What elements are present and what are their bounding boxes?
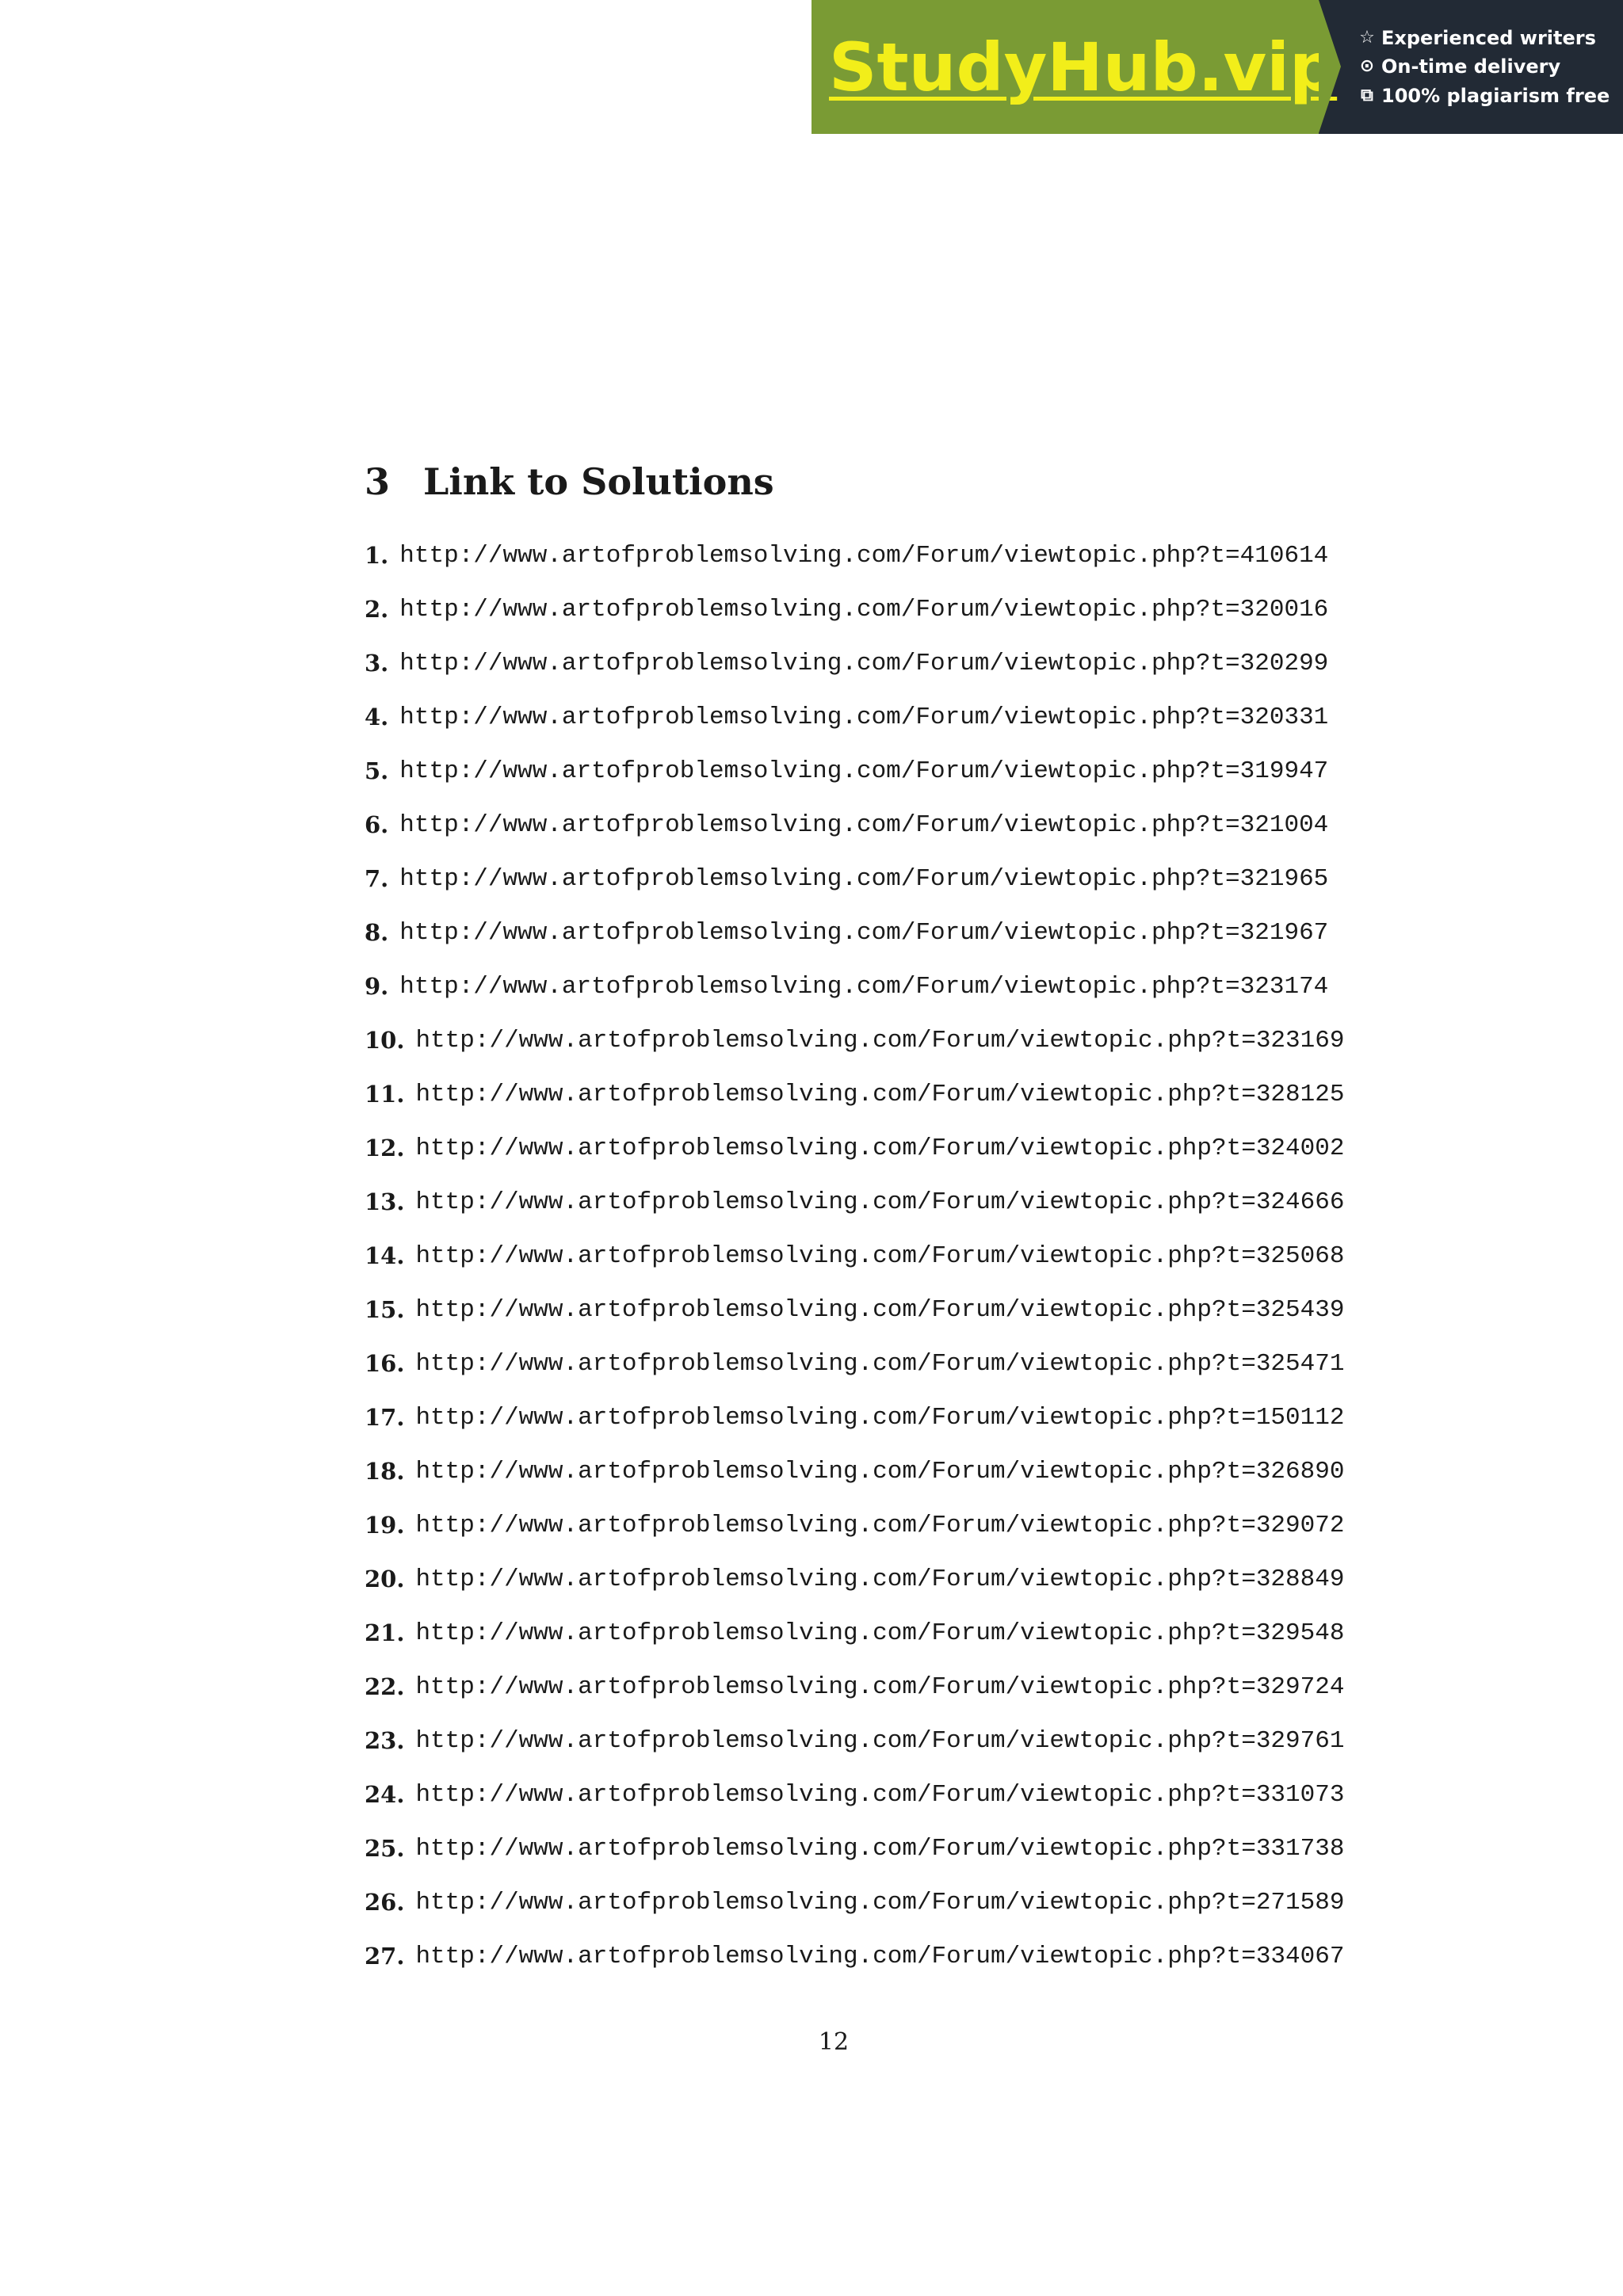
solution-link[interactable]: http://www.artofproblemsolving.com/Forum/viewtopic.php?t=410614 [399, 541, 1329, 570]
solution-link[interactable]: http://www.artofproblemsolving.com/Forum/viewtopic.php?t=328125 [415, 1080, 1345, 1108]
solution-link[interactable]: http://www.artofproblemsolving.com/Forum/viewtopic.php?t=150112 [415, 1403, 1345, 1432]
feature-text: On-time delivery [1381, 55, 1561, 78]
section-number: 3 [365, 460, 391, 503]
solution-link[interactable]: http://www.artofproblemsolving.com/Forum/viewtopic.php?t=324666 [415, 1188, 1345, 1216]
feature-plagiarism-free [1358, 86, 1623, 106]
section-title: Link to Solutions [423, 460, 774, 503]
list-item [365, 1768, 1345, 1821]
feature-text: Experienced writers [1381, 26, 1596, 49]
item-number: 20. [365, 1566, 405, 1592]
item-number: 26. [365, 1889, 405, 1916]
item-number: 5. [365, 757, 389, 784]
list-item [365, 1552, 1345, 1606]
item-number: 8. [365, 919, 389, 946]
list-item [365, 1444, 1345, 1498]
list-item [365, 528, 1329, 582]
document-body [365, 460, 1345, 1983]
list-item [365, 1283, 1345, 1337]
item-number: 13. [365, 1188, 405, 1215]
brand-panel[interactable] [812, 0, 1338, 134]
clock-icon: ⊙ [1359, 56, 1375, 77]
list-item [365, 1660, 1345, 1714]
list-item [365, 798, 1329, 852]
item-number: 6. [365, 811, 389, 838]
list-item [365, 1821, 1345, 1875]
solution-link[interactable]: http://www.artofproblemsolving.com/Forum/viewtopic.php?t=329072 [415, 1511, 1345, 1539]
list-item [365, 636, 1329, 690]
solution-link[interactable]: http://www.artofproblemsolving.com/Forum/viewtopic.php?t=321967 [399, 918, 1329, 947]
item-number: 24. [365, 1781, 405, 1808]
list-item [365, 1121, 1345, 1175]
item-number: 10. [365, 1027, 405, 1054]
solution-link[interactable]: http://www.artofproblemsolving.com/Forum/viewtopic.php?t=328849 [415, 1565, 1345, 1593]
item-number: 25. [365, 1835, 405, 1862]
item-number: 23. [365, 1727, 405, 1754]
brand-logo[interactable]: StudyHub.vip [829, 28, 1338, 106]
item-number: 2. [365, 596, 389, 623]
feature-text: 100% plagiarism free [1381, 84, 1610, 107]
item-number: 18. [365, 1458, 405, 1485]
solution-link[interactable]: http://www.artofproblemsolving.com/Forum/viewtopic.php?t=329761 [415, 1726, 1345, 1755]
list-item [365, 690, 1329, 744]
page-number: 12 [818, 2028, 850, 2056]
section-heading [365, 460, 1316, 503]
solution-link[interactable]: http://www.artofproblemsolving.com/Forum/viewtopic.php?t=331073 [415, 1780, 1345, 1809]
solution-link[interactable]: http://www.artofproblemsolving.com/Forum/viewtopic.php?t=320299 [399, 649, 1329, 677]
solution-link[interactable]: http://www.artofproblemsolving.com/Forum/viewtopic.php?t=325471 [415, 1349, 1345, 1378]
item-number: 7. [365, 865, 389, 892]
feature-experienced-writers [1358, 28, 1623, 48]
solution-link[interactable]: http://www.artofproblemsolving.com/Forum/viewtopic.php?t=271589 [415, 1888, 1345, 1917]
item-number: 15. [365, 1296, 405, 1323]
list-item [365, 1175, 1345, 1229]
solution-link[interactable]: http://www.artofproblemsolving.com/Forum/viewtopic.php?t=321004 [399, 810, 1329, 839]
item-number: 27. [365, 1943, 405, 1970]
item-number: 11. [365, 1081, 405, 1108]
list-item [365, 1606, 1345, 1660]
list-item [365, 1337, 1345, 1390]
solution-link[interactable]: http://www.artofproblemsolving.com/Forum/viewtopic.php?t=331738 [415, 1834, 1345, 1863]
list-item [365, 1875, 1345, 1929]
star-icon: ☆ [1359, 28, 1375, 48]
list-item [365, 1067, 1345, 1121]
solution-link[interactable]: http://www.artofproblemsolving.com/Forum/viewtopic.php?t=320331 [399, 703, 1329, 731]
list-item [365, 1714, 1345, 1768]
item-number: 22. [365, 1673, 405, 1700]
list-item [365, 1013, 1345, 1067]
item-number: 12. [365, 1135, 405, 1161]
solution-link[interactable]: http://www.artofproblemsolving.com/Forum/viewtopic.php?t=319947 [399, 757, 1329, 785]
solution-link[interactable]: http://www.artofproblemsolving.com/Forum/viewtopic.php?t=325068 [415, 1241, 1345, 1270]
list-item [365, 906, 1329, 959]
solution-link[interactable]: http://www.artofproblemsolving.com/Forum/viewtopic.php?t=326890 [415, 1457, 1345, 1486]
item-number: 14. [365, 1242, 405, 1269]
item-number: 4. [365, 704, 389, 730]
item-number: 19. [365, 1512, 405, 1539]
list-item [365, 1229, 1345, 1283]
solution-link[interactable]: http://www.artofproblemsolving.com/Forum/viewtopic.php?t=323174 [399, 972, 1329, 1001]
item-number: 21. [365, 1619, 405, 1646]
list-item [365, 582, 1329, 636]
copy-icon: ⧉ [1361, 85, 1373, 105]
solution-link[interactable]: http://www.artofproblemsolving.com/Forum/viewtopic.php?t=325439 [415, 1295, 1345, 1324]
list-item [365, 744, 1329, 798]
item-number: 9. [365, 973, 389, 1000]
list-item [365, 852, 1329, 906]
item-number: 3. [365, 650, 389, 677]
feature-list [1319, 0, 1623, 134]
item-number: 1. [365, 542, 389, 569]
list-item [365, 959, 1329, 1013]
promo-banner[interactable] [812, 0, 1623, 134]
solution-link-list [365, 528, 1345, 1983]
solution-link[interactable]: http://www.artofproblemsolving.com/Forum/viewtopic.php?t=324002 [415, 1134, 1345, 1162]
solution-link[interactable]: http://www.artofproblemsolving.com/Forum/viewtopic.php?t=320016 [399, 595, 1329, 624]
list-item [365, 1929, 1345, 1983]
list-item [365, 1390, 1345, 1444]
feature-on-time-delivery [1358, 56, 1623, 77]
solution-link[interactable]: http://www.artofproblemsolving.com/Forum/viewtopic.php?t=323169 [415, 1026, 1345, 1055]
list-item [365, 1498, 1345, 1552]
item-number: 16. [365, 1350, 405, 1377]
solution-link[interactable]: http://www.artofproblemsolving.com/Forum/viewtopic.php?t=321965 [399, 864, 1329, 893]
item-number: 17. [365, 1404, 405, 1431]
solution-link[interactable]: http://www.artofproblemsolving.com/Forum/viewtopic.php?t=334067 [415, 1942, 1345, 1970]
solution-link[interactable]: http://www.artofproblemsolving.com/Forum/viewtopic.php?t=329548 [415, 1619, 1345, 1647]
solution-link[interactable]: http://www.artofproblemsolving.com/Forum/viewtopic.php?t=329724 [415, 1672, 1345, 1701]
